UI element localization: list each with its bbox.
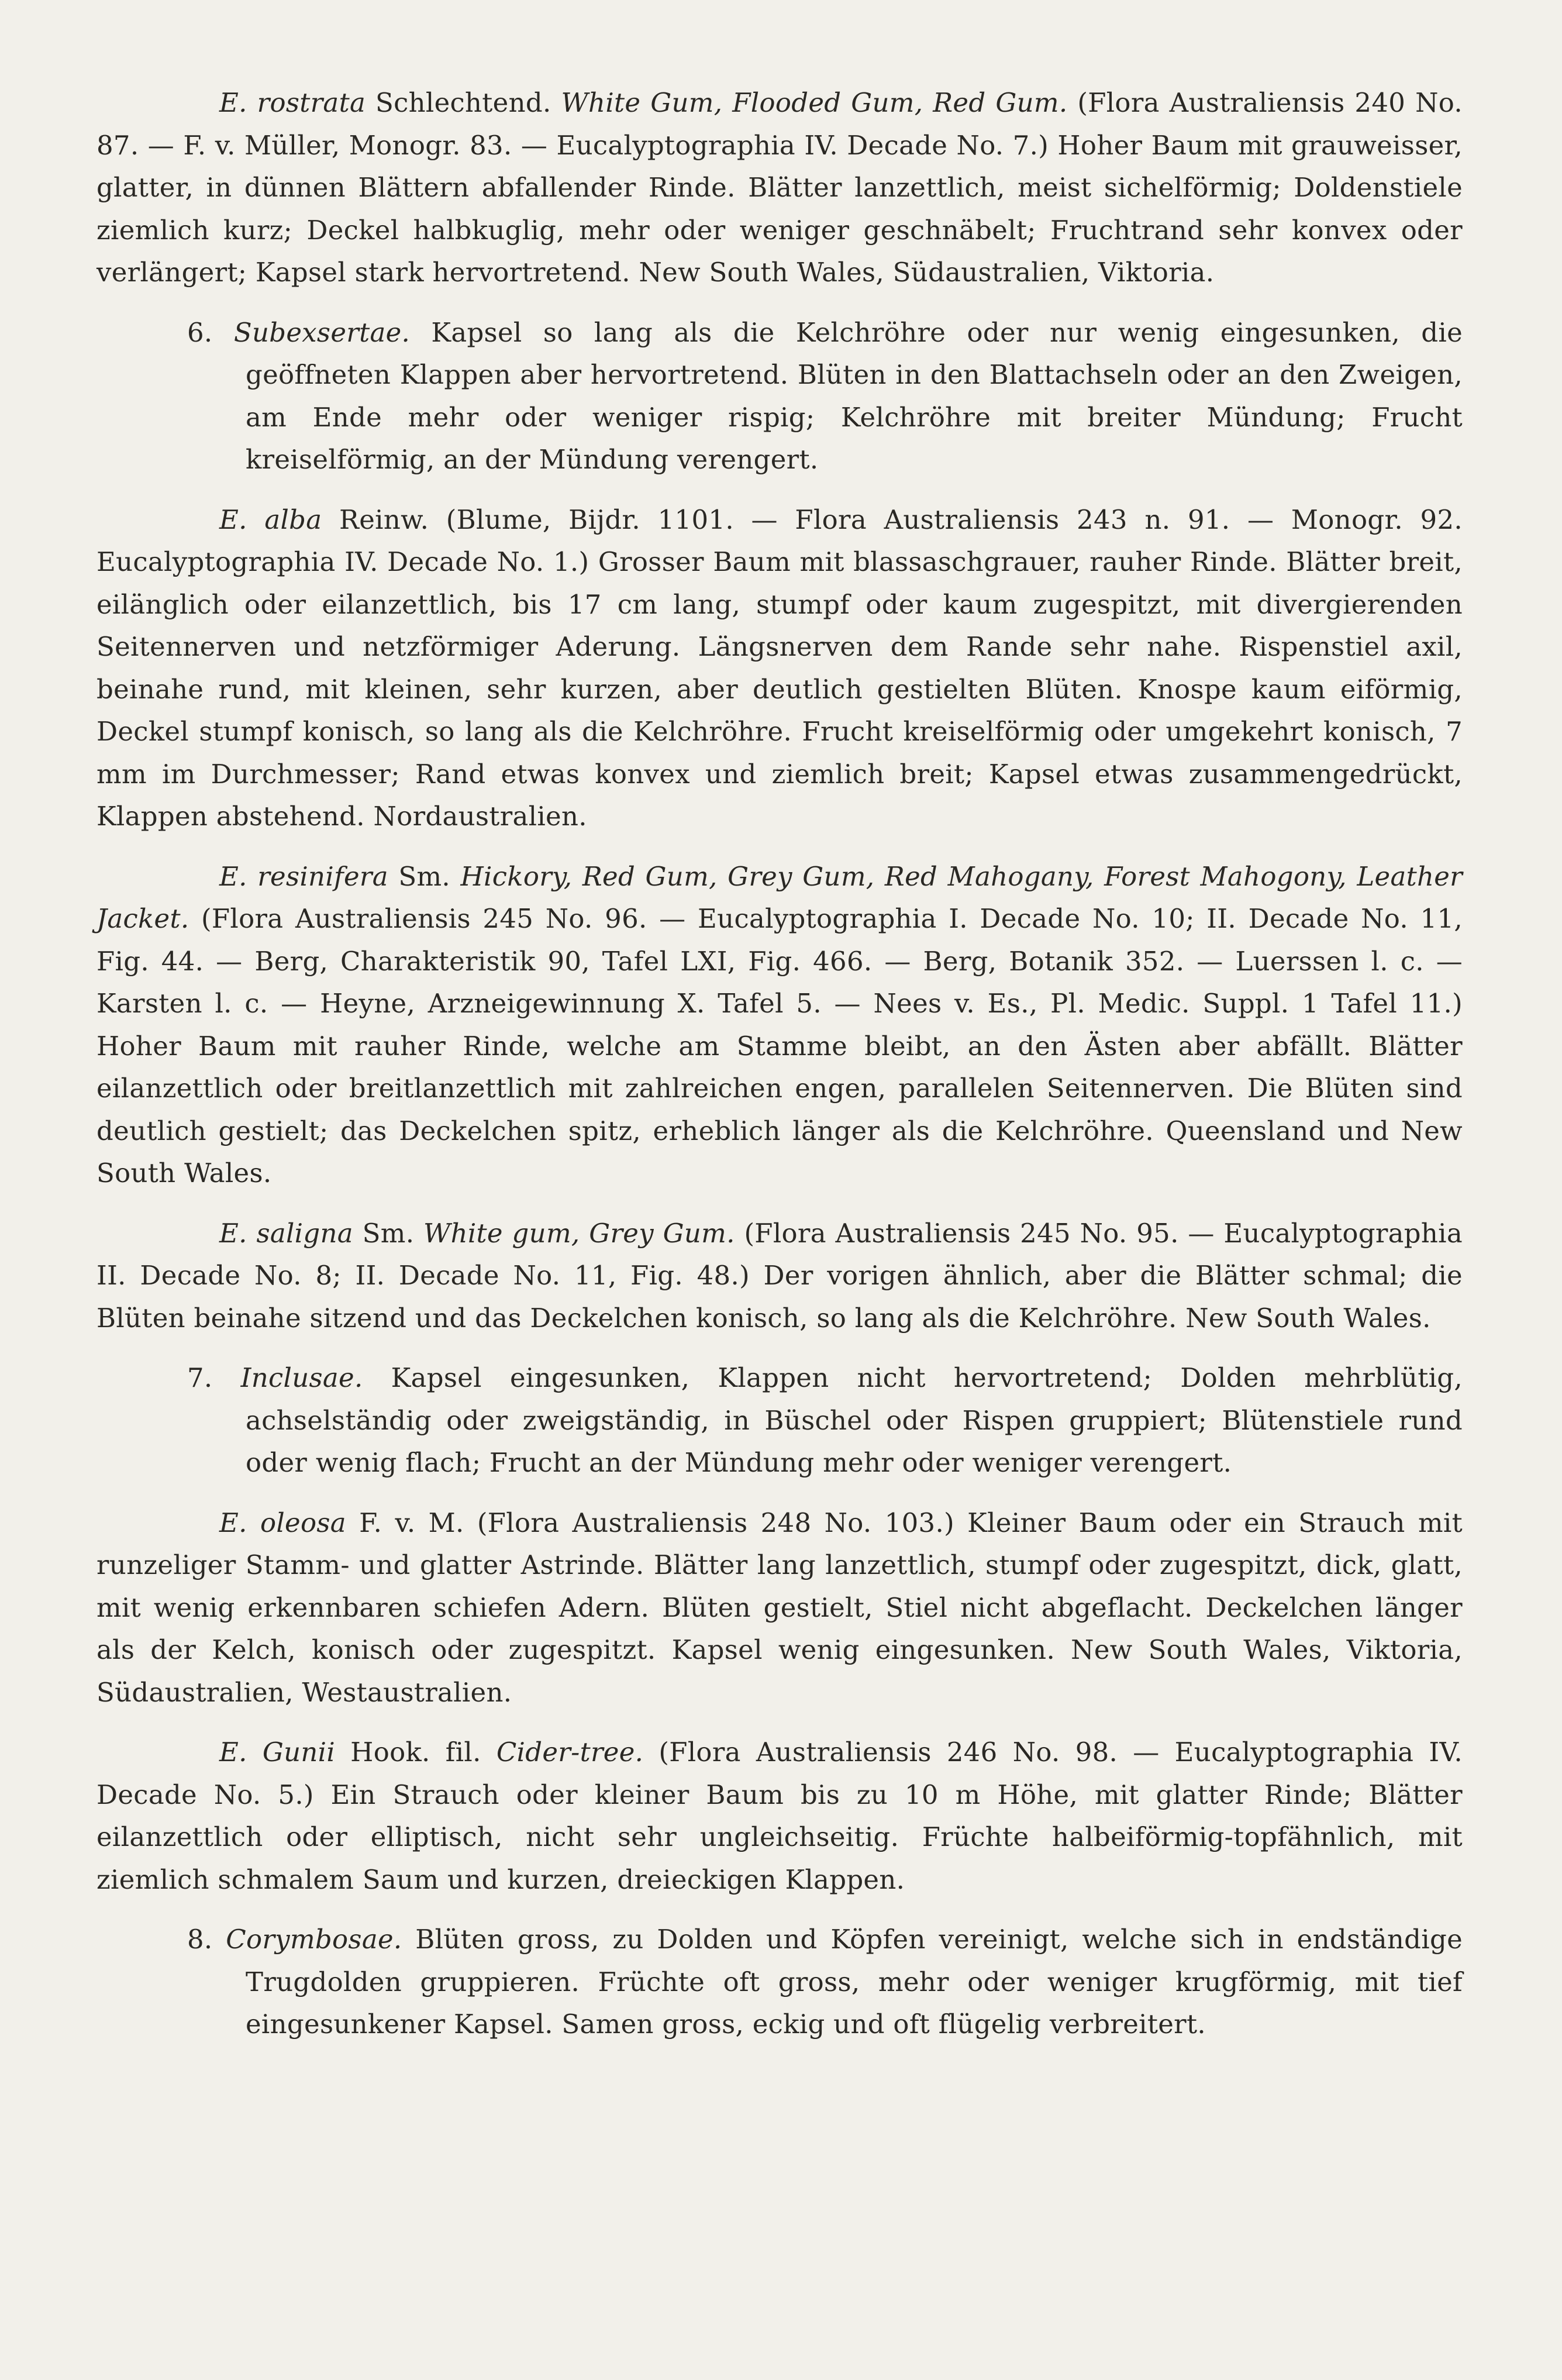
section-name: Inclusae. <box>240 1362 363 1393</box>
section-number: 8. <box>187 1924 226 1955</box>
section-entry-subexsertae <box>96 312 1463 481</box>
species-name: E. saligna <box>219 1217 353 1249</box>
species-name: E. oleosa <box>219 1507 346 1538</box>
species-author: Sm. <box>353 1217 424 1249</box>
section-description: Kapsel eingesunken, Klappen nicht hervortretend; Dolden mehrblütig, achselständig oder zweigständig, in Büschel oder Rispen gruppiert; Blütenstiele rund oder wenig flach; Frucht an der Mündung mehr oder weniger verengert. <box>246 1362 1463 1478</box>
species-name: E. alba <box>219 504 322 535</box>
section-entry-corymbosae <box>96 1919 1463 2046</box>
species-description: (Flora Australiensis 245 No. 96. — Eucalyptographia I. Decade No. 10; II. Decade No. 11, Fig. 44. — Berg, Charakteristik 90, Tafel LXI, Fig. 466. — Berg, Botanik 352. — Luerssen l. c. — Karsten l. c. — Heyne, Arzneigewinnung X. Tafel 5. — Nees v. Es., Pl. Medic. Suppl. 1 Tafel 11.) Hoher Baum mit rauher Rinde, welche am Stamme bleibt, an den Ästen aber abfällt. Blätter eilanzettlich oder breitlanzettlich mit zahlreichen engen, parallelen Seitennerven. Die Blüten sind deutlich gestielt; das Deckelchen spitz, erheblich länger als die Kelchröhre. Queensland und New South Wales. <box>96 903 1463 1189</box>
common-names: White gum, Grey Gum. <box>423 1217 735 1249</box>
species-name: E. resinifera <box>219 860 388 892</box>
common-names: Hickory, Red Gum, Grey Gum, Red Mahogany, Forest Mahogony, Leather Jacket. <box>96 860 1463 934</box>
common-names: White Gum, Flooded Gum, Red Gum. <box>561 87 1068 118</box>
species-description: (Flora Australiensis 240 No. 87. — F. v. Müller, Monogr. 83. — Eucalyptographia IV. Decade No. 7.) Hoher Baum mit grauweisser, glatter, in dünnen Blättern abfallender Rinde. Blätter lanzettlich, meist sichelförmig; Doldenstiele ziemlich kurz; Deckel halbkuglig, mehr oder weniger geschnäbelt; Fruchtrand sehr konvex oder verlängert; Kapsel stark hervortretend. New South Wales, Südaustralien, Viktoria. <box>96 87 1463 288</box>
species-author: Hook. fil. <box>335 1737 496 1768</box>
species-author: Schlechtend. <box>365 87 561 118</box>
common-names: Cider-tree. <box>496 1737 644 1768</box>
section-number: 7. <box>187 1362 241 1393</box>
species-entry-e-gunii <box>96 1731 1463 1901</box>
species-entry-e-alba <box>96 499 1463 838</box>
section-description: Kapsel so lang als die Kelchröhre oder nur wenig eingesunken, die geöffneten Klappen aber hervortretend. Blüten in den Blattachseln oder an den Zweigen, am Ende mehr oder weniger rispig; Kelchröhre mit breiter Mündung; Frucht kreiselförmig, an der Mündung verengert. <box>246 316 1463 475</box>
species-entry-e-oleosa <box>96 1502 1463 1714</box>
section-number: 6. <box>187 316 234 348</box>
section-entry-inclusae <box>96 1357 1463 1485</box>
species-name: E. Gunii <box>219 1737 336 1768</box>
species-entry-e-resinifera <box>96 856 1463 1195</box>
species-entry-e-rostrata <box>96 82 1463 294</box>
species-description: F. v. M. (Flora Australiensis 248 No. 103.) Kleiner Baum oder ein Strauch mit runzeliger Stamm- und glatter Astrinde. Blätter lang lanzettlich, stumpf oder zugespitzt, dick, glatt, mit wenig erkennbaren schiefen Adern. Blüten gestielt, Stiel nicht abgeflacht. Deckelchen länger als der Kelch, konisch oder zugespitzt. Kapsel wenig eingesunken. New South Wales, Viktoria, Südaustralien, Westaustralien. <box>96 1507 1463 1708</box>
species-description: (Flora Australiensis 245 No. 95. — Eucalyptographia II. Decade No. 8; II. Decade No. 11, Fig. 48.) Der vorigen ähnlich, aber die Blätter schmal; die Blüten beinahe sitzend und das Deckelchen konisch, so lang als die Kelchröhre. New South Wales. <box>96 1217 1463 1334</box>
species-entry-e-saligna <box>96 1213 1463 1340</box>
species-author: Sm. <box>388 860 461 892</box>
species-description: Reinw. (Blume, Bijdr. 1101. — Flora Australiensis 243 n. 91. — Monogr. 92. Eucalyptographia IV. Decade No. 1.) Grosser Baum mit blassaschgrauer, rauher Rinde. Blätter breit, eilänglich oder eilanzettlich, bis 17 cm lang, stumpf oder kaum zugespitzt, mit divergierenden Seitennerven und netzförmiger Aderung. Längsnerven dem Rande sehr nahe. Rispenstiel axil, beinahe rund, mit kleinen, sehr kurzen, aber deutlich gestielten Blüten. Knospe kaum eiförmig, Deckel stumpf konisch, so lang als die Kelchröhre. Frucht kreiselförmig oder umgekehrt konisch, 7 mm im Durchmesser; Rand etwas konvex und ziemlich breit; Kapsel etwas zusammengedrückt, Klappen abstehend. Nordaustralien. <box>96 504 1463 832</box>
section-name: Subexsertae. <box>233 316 411 348</box>
section-description: Blüten gross, zu Dolden und Köpfen vereinigt, welche sich in endständige Trugdolden gruppieren. Früchte oft gross, mehr oder weniger krugförmig, mit tief eingesunkener Kapsel. Samen gross, eckig und oft flügelig verbreitert. <box>246 1924 1463 2040</box>
species-description: (Flora Australiensis 246 No. 98. — Eucalyptographia IV. Decade No. 5.) Ein Strauch oder kleiner Baum bis zu 10 m Höhe, mit glatter Rinde; Blätter eilanzettlich oder elliptisch, nicht sehr ungleichseitig. Früchte halbeiförmig-topfähnlich, mit ziemlich schmalem Saum und kurzen, dreieckigen Klappen. <box>96 1737 1463 1895</box>
species-name: E. rostrata <box>219 87 366 118</box>
section-name: Corymbosae. <box>226 1924 402 1955</box>
